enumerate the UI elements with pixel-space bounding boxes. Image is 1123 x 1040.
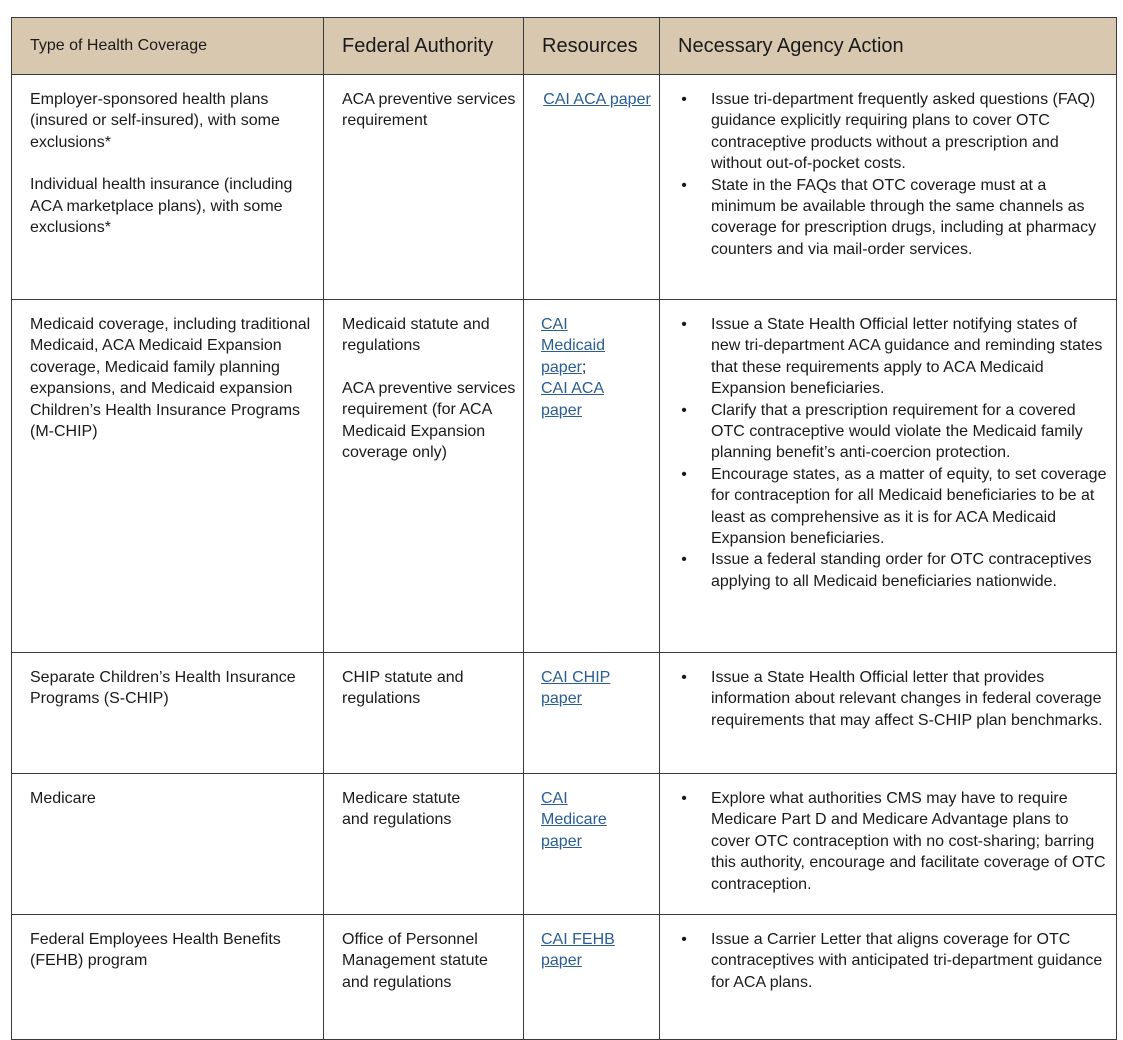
- bullet-icon: •: [681, 176, 687, 194]
- header-agency-action: Necessary Agency Action: [660, 18, 1117, 75]
- resource-link-aca[interactable]: CAI ACA paper: [543, 91, 651, 108]
- table-row: [12, 653, 1117, 774]
- table-row: [12, 300, 1117, 653]
- action-list: [678, 314, 1110, 592]
- resource-link-fehb[interactable]: CAI FEHB paper: [541, 931, 615, 970]
- action-list: [678, 89, 1110, 260]
- authority-text: Medicare statute and regulations: [342, 790, 461, 829]
- action-cell: [660, 300, 1117, 653]
- action-item: • Issue tri-department frequently asked questions (FAQ) guidance explicitly requiring plans to cover OTC contraceptive products without a prescription and without out-of-pocket costs.: [678, 89, 1110, 175]
- action-item: • Issue a federal standing order for OTC contraceptives applying to all Medicaid beneficiaries nationwide.: [678, 549, 1110, 592]
- bullet-icon: •: [681, 931, 687, 948]
- table-row: [12, 915, 1117, 1040]
- header-federal-authority: Federal Authority: [324, 18, 524, 75]
- authority-text: CHIP statute and regulations: [342, 669, 464, 708]
- authority-cell: [324, 653, 524, 774]
- action-cell: [660, 75, 1117, 300]
- coverage-text: Individual health insurance (including ACA marketplace plans), with some exclusions*: [30, 176, 293, 237]
- bullet-icon: •: [681, 91, 687, 108]
- action-item: • Encourage states, as a matter of equity, to set coverage for contraception for all Medicaid beneficiaries to be at least as comprehensive as it is for ACA Medicaid Expansion beneficiaries.: [678, 464, 1110, 550]
- coverage-text: Federal Employees Health Benefits (FEHB) program: [30, 931, 281, 970]
- authority-text: ACA preventive services requirement: [342, 91, 516, 130]
- table-row: [12, 75, 1117, 300]
- resource-link-medicaid[interactable]: CAI Medicaid paper: [541, 316, 606, 376]
- coverage-text: Medicaid coverage, including traditional Medicaid, ACA Medicaid Expansion coverage, Medicaid family planning expansions, and Medicaid expansion Children’s Health Insurance Programs (M-CHIP): [30, 316, 311, 441]
- action-item: • State in the FAQs that OTC coverage must at a minimum be available through the same channels as coverage for prescription drugs, including at pharmacy counters and via mail-order services.: [678, 175, 1110, 261]
- authority-cell: [324, 774, 524, 915]
- action-list: [678, 667, 1110, 731]
- header-coverage-type: Type of Health Coverage: [12, 18, 324, 75]
- resources-cell: [524, 75, 660, 300]
- table-header-row: [12, 18, 1117, 75]
- action-item: • Explore what authorities CMS may have to require Medicare Part D and Medicare Advantage plans to cover OTC contraception with no cost-sharing; barring this authority, encourage and facilitate coverage of OTC contraception.: [678, 788, 1110, 895]
- authority-text: Medicaid statute and regulations: [342, 316, 490, 355]
- action-list: [678, 929, 1110, 993]
- coverage-cell: [12, 774, 324, 915]
- resources-cell: [524, 300, 660, 653]
- coverage-cell: [12, 653, 324, 774]
- coverage-cell: [12, 300, 324, 653]
- authority-text: ACA preventive services requirement (for ACA Medicaid Expansion coverage only): [342, 379, 516, 462]
- action-item: • Issue a State Health Official letter notifying states of new tri-department ACA guidance and reminding states that these requirements apply to ACA Medicaid Expansion beneficiaries.: [678, 314, 1110, 400]
- bullet-icon: •: [681, 551, 687, 569]
- coverage-table: [11, 17, 1117, 1040]
- action-item: • Issue a Carrier Letter that aligns coverage for OTC contraceptives with anticipated tri-department guidance for ACA plans.: [678, 929, 1110, 993]
- authority-text: Office of Personnel Management statute and regulations: [342, 931, 488, 991]
- bullet-icon: •: [681, 669, 687, 686]
- coverage-cell: [12, 915, 324, 1040]
- table-row: [12, 774, 1117, 915]
- action-cell: [660, 774, 1117, 915]
- resources-cell: [524, 653, 660, 774]
- action-cell: [660, 915, 1117, 1040]
- action-list: [678, 788, 1110, 895]
- coverage-text: Separate Children’s Health Insurance Programs (S-CHIP): [30, 669, 296, 708]
- bullet-icon: •: [681, 465, 687, 483]
- resource-link-medicare[interactable]: CAI Medicare paper: [541, 790, 607, 850]
- coverage-cell: [12, 75, 324, 300]
- authority-cell: [324, 300, 524, 653]
- authority-cell: [324, 915, 524, 1040]
- action-item: • Clarify that a prescription requirement for a covered OTC contraceptive would violate the Medicaid family planning benefit’s anti-coercion protection.: [678, 400, 1110, 464]
- bullet-icon: •: [681, 401, 687, 419]
- action-item: • Issue a State Health Official letter that provides information about relevant changes in federal coverage requirements that may affect S-CHIP plan benchmarks.: [678, 667, 1110, 731]
- resource-link-aca[interactable]: CAI ACA paper: [541, 380, 605, 419]
- resource-link-chip[interactable]: CAI CHIP paper: [541, 669, 611, 708]
- resources-cell: [524, 915, 660, 1040]
- coverage-text: Medicare: [30, 790, 96, 807]
- bullet-icon: •: [681, 316, 687, 333]
- coverage-text: Employer-sponsored health plans (insured or self-insured), with some exclusions*: [30, 91, 280, 151]
- resource-separator: ;: [581, 358, 587, 376]
- authority-cell: [324, 75, 524, 300]
- resources-cell: [524, 774, 660, 915]
- action-cell: [660, 653, 1117, 774]
- header-resources: Resources: [524, 18, 660, 75]
- bullet-icon: •: [681, 790, 687, 807]
